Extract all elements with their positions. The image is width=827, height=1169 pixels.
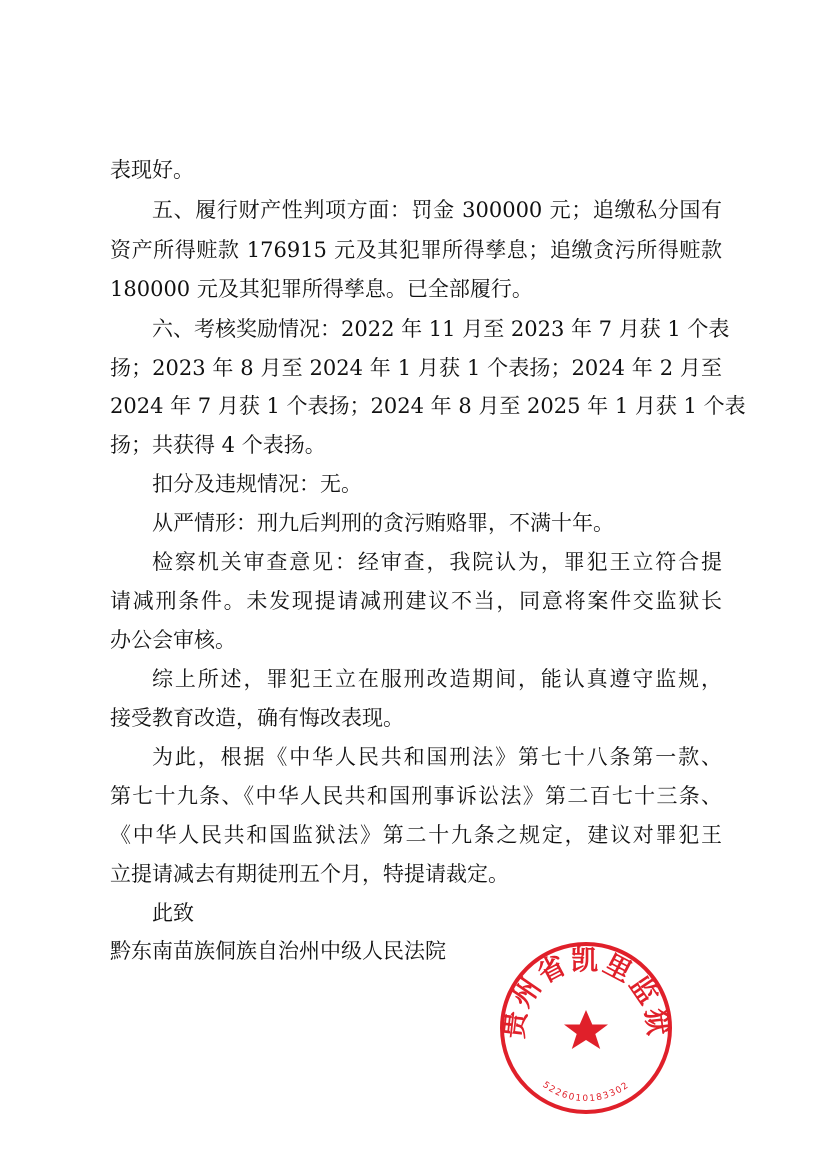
text-line: 表现好。 — [110, 158, 194, 182]
text-line: 《中华人民共和国监狱法》第二十九条之规定，建议对罪犯王 — [110, 823, 722, 847]
official-seal — [496, 938, 676, 1118]
text-line: 接受教育改造，确有悔改表现。 — [110, 706, 404, 730]
text-line: 为此，根据《中华人民共和国刑法》第七十八条第一款、 — [152, 745, 722, 769]
text-line: 2024 年 7 月获 1 个表扬；2024 年 8 月至 2025 年 1 月获 1 个表 — [110, 394, 746, 418]
text-line: 资产所得赃款 176915 元及其犯罪所得孳息；追缴贪污所得赃款 — [110, 238, 722, 262]
text-line: 180000 元及其犯罪所得孳息。已全部履行。 — [110, 277, 533, 301]
text-line: 扣分及违规情况：无。 — [152, 472, 362, 496]
seal-code: 5226010183302 — [540, 1080, 632, 1105]
salutation: 此致 — [152, 901, 194, 925]
text-line: 综上所述，罪犯王立在服刑改造期间，能认真遵守监规， — [152, 667, 722, 691]
text-line: 立提请减去有期徒刑五个月，特提请裁定。 — [110, 862, 509, 886]
text-line: 扬；2023 年 8 月至 2024 年 1 月获 1 个表扬；2024 年 2 月至 — [110, 356, 722, 380]
text-line: 六、考核奖励情况：2022 年 11 月至 2023 年 7 月获 1 个表 — [152, 317, 730, 341]
text-line: 检察机关审查意见：经审查，我院认为，罪犯王立符合提 — [152, 550, 722, 574]
text-line: 办公会审核。 — [110, 628, 236, 652]
text-line: 请减刑条件。未发现提请减刑建议不当，同意将案件交监狱长 — [110, 589, 722, 613]
text-line: 从严情形：刑九后判刑的贪污贿赂罪，不满十年。 — [152, 511, 614, 535]
text-line: 五、履行财产性判项方面：罚金 300000 元；追缴私分国有 — [152, 198, 722, 222]
seal-text: 贵州省凯里监狱 — [498, 945, 674, 1041]
star-icon — [564, 1010, 608, 1049]
text-line: 扬；共获得 4 个表扬。 — [110, 433, 326, 457]
text-line: 第七十九条、《中华人民共和国刑事诉讼法》第二百七十三条、 — [110, 784, 722, 808]
recipient: 黔东南苗族侗族自治州中级人民法院 — [110, 939, 446, 963]
